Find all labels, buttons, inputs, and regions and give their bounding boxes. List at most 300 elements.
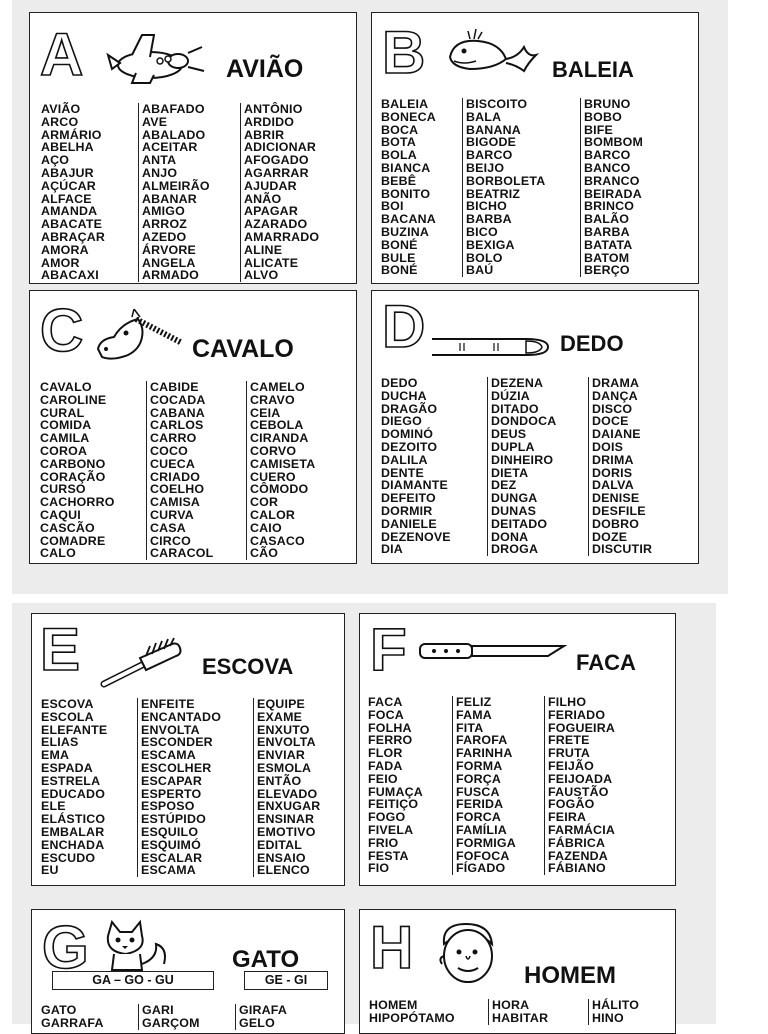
word-list-item: FERIADO bbox=[548, 707, 606, 722]
word-list-item: DORIS bbox=[592, 465, 633, 480]
word-list-item: ARMADO bbox=[142, 268, 199, 283]
big-letter: A bbox=[40, 21, 84, 88]
word-list-item: FITA bbox=[456, 720, 484, 735]
word-column-3 bbox=[580, 98, 643, 277]
whale-icon bbox=[444, 27, 544, 77]
word-list-item: HÁLITO bbox=[592, 998, 640, 1012]
word-list-item: AMIGO bbox=[142, 204, 185, 219]
word-list-item: BICHO bbox=[466, 199, 507, 214]
word-list-item: DEZENOVE bbox=[381, 529, 451, 544]
word-list-item: DIAMANTE bbox=[381, 478, 448, 493]
word-column-1 bbox=[381, 377, 451, 556]
word-list-item: AMARRADO bbox=[244, 229, 320, 244]
word-list-item: DUNGA bbox=[491, 491, 538, 506]
word-list-item: ESCALAR bbox=[141, 850, 203, 865]
word-list-item: DEFEITO bbox=[381, 491, 436, 506]
word-list-item: FAUSTÃO bbox=[548, 784, 609, 799]
word-list-item: ESCAMA bbox=[141, 748, 196, 763]
word-list-item: ACEITAR bbox=[142, 140, 198, 155]
word-list-item: DINHEIRO bbox=[491, 452, 554, 467]
word-list-item: BARCO bbox=[584, 148, 631, 163]
word-list-item: DESFILE bbox=[592, 503, 646, 518]
word-list-item: DEITADO bbox=[491, 516, 548, 531]
word-column-1 bbox=[41, 698, 107, 877]
word-list-item: ENCANTADO bbox=[141, 709, 222, 724]
word-column-2 bbox=[462, 98, 545, 277]
word-list-item: ANGELA bbox=[142, 255, 196, 270]
word-column-2 bbox=[138, 103, 210, 282]
card-title: CAVALO bbox=[192, 335, 294, 363]
word-list-item: ESQUIMÓ bbox=[141, 837, 201, 852]
word-list-item: BOLO bbox=[466, 250, 503, 265]
word-list-item: FOCA bbox=[368, 707, 404, 722]
word-list-item: GARÇOM bbox=[142, 1015, 200, 1030]
word-list-item: DROGA bbox=[491, 542, 539, 557]
word-list-item: DENTE bbox=[381, 465, 424, 480]
word-list-item: COR bbox=[250, 495, 279, 510]
word-list-item: DUPLA bbox=[491, 439, 535, 454]
word-list-item: DOBRO bbox=[592, 516, 640, 531]
word-column-1 bbox=[40, 381, 115, 560]
word-list-item: FAMA bbox=[456, 707, 492, 722]
word-list-item: ESCAMA bbox=[141, 863, 196, 878]
horse-icon bbox=[92, 309, 192, 365]
word-column-2 bbox=[137, 698, 221, 877]
card-letter-e bbox=[31, 613, 345, 886]
airplane-icon bbox=[102, 29, 212, 85]
word-list-item: DONA bbox=[491, 529, 529, 544]
word-list-item: DAIANE bbox=[592, 427, 641, 442]
word-list-item: CUERO bbox=[250, 469, 296, 484]
word-list-item: FAMÍLIA bbox=[456, 822, 507, 837]
word-column-3 bbox=[240, 103, 319, 282]
word-column-3 bbox=[246, 381, 315, 560]
word-list-item: FARINHA bbox=[456, 746, 513, 761]
word-column-3 bbox=[253, 698, 320, 877]
brush-icon bbox=[100, 634, 184, 688]
word-column-3 bbox=[235, 1004, 287, 1030]
word-list-item: FRIO bbox=[368, 835, 399, 850]
word-list-item: ALICATE bbox=[244, 255, 299, 270]
word-list-item: EU bbox=[41, 863, 59, 878]
word-column-1 bbox=[381, 98, 436, 277]
word-list-item: DOMINÓ bbox=[381, 427, 434, 442]
word-list-item: FLOR bbox=[368, 746, 403, 761]
word-list-item: FAZENDA bbox=[548, 848, 608, 863]
card-letter-b bbox=[371, 12, 699, 284]
word-list-item: CASACO bbox=[250, 533, 305, 548]
word-list-item: ENSAIO bbox=[257, 850, 306, 865]
word-list-item: CURAL bbox=[40, 405, 85, 420]
word-list-item: HIPOPÓTAMO bbox=[369, 1010, 455, 1025]
word-list-item: CALO bbox=[40, 546, 76, 561]
word-list-item: ELEFANTE bbox=[41, 722, 108, 737]
word-list-item: BOI bbox=[381, 199, 404, 214]
word-list-item: COELHO bbox=[150, 482, 205, 497]
word-list-item: CEIA bbox=[250, 405, 281, 420]
word-list-item: CRAVO bbox=[250, 392, 295, 407]
card-title: FACA bbox=[576, 650, 636, 675]
word-list-item: FOGUEIRA bbox=[548, 720, 615, 735]
word-list-item: BOBO bbox=[584, 109, 622, 124]
word-list-item: AVIÃO bbox=[41, 102, 81, 116]
word-list-item: BRUNO bbox=[584, 97, 631, 111]
word-list-item: ABAJUR bbox=[41, 165, 94, 180]
word-list-item: DRAMA bbox=[592, 376, 640, 390]
word-list-item: DUNAS bbox=[491, 503, 537, 518]
word-list-item: COMIDA bbox=[40, 418, 92, 433]
word-list-item: BERÇO bbox=[584, 263, 630, 278]
word-list-item: FOGO bbox=[368, 810, 406, 825]
word-list-item: FELIZ bbox=[456, 695, 492, 709]
word-list-item: BOCA bbox=[381, 122, 419, 137]
word-list-item: CABIDE bbox=[150, 380, 199, 394]
word-list-item: ALMEIRÃO bbox=[142, 178, 210, 193]
word-list-item: ESPERTO bbox=[141, 786, 202, 801]
word-list-item: ARCO bbox=[41, 114, 79, 129]
word-list-item: BATOM bbox=[584, 250, 630, 265]
big-letter: G bbox=[42, 914, 89, 981]
word-list-item: FORMIGA bbox=[456, 835, 516, 850]
word-column-1 bbox=[369, 999, 455, 1025]
knife-icon bbox=[418, 638, 568, 664]
word-list-item: CUECA bbox=[150, 456, 196, 471]
word-list-item: ABANAR bbox=[142, 191, 197, 206]
word-list-item: BONÉ bbox=[381, 263, 418, 278]
word-list-item: ENXUGAR bbox=[257, 799, 321, 814]
word-list-item: BALÃO bbox=[584, 212, 630, 227]
cat-icon bbox=[98, 918, 178, 974]
word-list-item: BOMBOM bbox=[584, 135, 644, 150]
big-letter: D bbox=[382, 293, 426, 360]
word-list-item: DOCE bbox=[592, 414, 629, 429]
word-list-item: ABELHA bbox=[41, 140, 94, 155]
word-column-2 bbox=[146, 381, 213, 560]
word-list-item: HINO bbox=[592, 1010, 624, 1025]
card-letter-a bbox=[29, 12, 357, 284]
word-list-item: BICO bbox=[466, 224, 498, 239]
word-column-2 bbox=[487, 377, 556, 556]
word-list-item: CALOR bbox=[250, 507, 296, 522]
word-list-item: ESCOLA bbox=[41, 709, 94, 724]
card-title: DEDO bbox=[560, 331, 624, 356]
card-letter-d bbox=[371, 290, 699, 564]
word-list-item: ENXUTO bbox=[257, 722, 310, 737]
word-list-item: CORAÇÃO bbox=[40, 469, 106, 484]
word-list-item: BIANCA bbox=[381, 160, 431, 175]
finger-icon bbox=[430, 331, 556, 361]
word-list-item: ESCOVA bbox=[41, 697, 94, 711]
card-letter-h bbox=[359, 909, 676, 1034]
word-list-item: FORCA bbox=[456, 810, 502, 825]
word-list-item: COCO bbox=[150, 443, 188, 458]
word-list-item: CÃO bbox=[250, 546, 279, 561]
word-column-3 bbox=[588, 999, 639, 1025]
word-list-item: ENTÃO bbox=[257, 773, 302, 788]
word-list-item: ELENCO bbox=[257, 863, 310, 878]
word-list-item: ESCAPAR bbox=[141, 773, 203, 788]
word-list-item: FEIJÃO bbox=[548, 758, 594, 773]
word-list-item: BORBOLETA bbox=[466, 173, 546, 188]
word-list-item: CABANA bbox=[150, 405, 205, 420]
word-list-item: AMOR bbox=[41, 255, 80, 270]
word-list-item: ELE bbox=[41, 799, 66, 814]
word-column-2 bbox=[138, 1004, 200, 1030]
word-list-item: BARBA bbox=[584, 224, 630, 239]
big-letter: B bbox=[382, 19, 426, 86]
word-list-item: FORÇA bbox=[456, 771, 502, 786]
word-list-item: CURVA bbox=[150, 507, 194, 522]
word-list-item: ANTÔNIO bbox=[244, 102, 303, 116]
word-column-1 bbox=[41, 1004, 104, 1030]
word-list-item: FAROFA bbox=[456, 733, 508, 748]
word-list-item: DIA bbox=[381, 542, 403, 557]
word-list-item: ENVIAR bbox=[257, 748, 306, 763]
word-list-item: EMOTIVO bbox=[257, 824, 316, 839]
word-list-item: CAMISA bbox=[150, 495, 201, 510]
word-list-item: BEIJO bbox=[466, 160, 505, 175]
word-list-item: BAÚ bbox=[466, 263, 494, 278]
word-list-item: CACHORRO bbox=[40, 495, 115, 510]
word-list-item: ESPADA bbox=[41, 760, 93, 775]
word-list-item: ABALADO bbox=[142, 127, 206, 142]
word-list-item: DALVA bbox=[592, 478, 634, 493]
word-list-item: BARCO bbox=[466, 148, 513, 163]
word-list-item: DISCO bbox=[592, 401, 633, 416]
word-list-item: BOTA bbox=[381, 135, 416, 150]
word-list-item: CURSO bbox=[40, 482, 86, 497]
word-list-item: CÔMODO bbox=[250, 482, 309, 497]
word-list-item: EMA bbox=[41, 748, 70, 763]
word-list-item: ABRAÇAR bbox=[41, 229, 106, 244]
word-list-item: EDUCADO bbox=[41, 786, 106, 801]
word-list-item: AGARRAR bbox=[244, 165, 309, 180]
word-list-item: DALILA bbox=[381, 452, 428, 467]
word-list-item: ADICIONAR bbox=[244, 140, 317, 155]
word-list-item: COCADA bbox=[150, 392, 206, 407]
word-list-item: FUSCA bbox=[456, 784, 500, 799]
word-list-item: BALA bbox=[466, 109, 502, 124]
word-column-1 bbox=[368, 696, 423, 875]
word-list-item: DUCHA bbox=[381, 388, 427, 403]
word-list-item: EMBALAR bbox=[41, 824, 105, 839]
card-letter-f bbox=[359, 613, 676, 886]
word-list-item: ARROZ bbox=[142, 217, 188, 232]
word-list-item: ARDIDO bbox=[244, 114, 295, 129]
word-list-item: ESPOSO bbox=[141, 799, 195, 814]
card-letter-g bbox=[31, 909, 345, 1034]
word-list-item: BEXIGA bbox=[466, 237, 515, 252]
word-list-item: DÚZIA bbox=[491, 388, 530, 403]
word-list-item: CASCÃO bbox=[40, 520, 95, 535]
word-list-item: DIEGO bbox=[381, 414, 422, 429]
card-title: ESCOVA bbox=[202, 654, 294, 679]
word-list-item: FÁBRICA bbox=[548, 835, 606, 850]
word-list-item: CARLOS bbox=[150, 418, 204, 433]
word-list-item: FIO bbox=[368, 861, 390, 876]
word-list-item: AMANDA bbox=[41, 204, 98, 219]
word-list-item: ENCHADA bbox=[41, 837, 105, 852]
word-list-item: ELIAS bbox=[41, 735, 79, 750]
word-list-item: EXAME bbox=[257, 709, 303, 724]
card-title: BALEIA bbox=[552, 57, 634, 82]
word-list-item: DEUS bbox=[491, 427, 527, 442]
word-list-item: BOLA bbox=[381, 148, 417, 163]
word-list-item: FOLHA bbox=[368, 720, 412, 735]
word-list-item: BONITO bbox=[381, 186, 431, 201]
word-list-item: BISCOITO bbox=[466, 97, 528, 111]
word-list-item: ENVOLTA bbox=[257, 735, 316, 750]
word-list-item: FILHO bbox=[548, 695, 587, 709]
word-list-item: EQUIPE bbox=[257, 697, 306, 711]
word-list-item: BIGODE bbox=[466, 135, 517, 150]
word-list-item: ELÁSTICO bbox=[41, 812, 106, 827]
word-list-item: AFOGADO bbox=[244, 153, 309, 168]
word-list-item: DANÇA bbox=[592, 388, 638, 403]
big-letter: H bbox=[370, 914, 414, 981]
word-list-item: BEATRIZ bbox=[466, 186, 521, 201]
word-list-item: ENFEITE bbox=[141, 697, 195, 711]
word-list-item: FERIDA bbox=[456, 797, 504, 812]
word-column-3 bbox=[544, 696, 615, 875]
word-list-item: HABITAR bbox=[492, 1010, 549, 1025]
word-list-item: CIRANDA bbox=[250, 431, 309, 446]
word-list-item: ESCUDO bbox=[41, 850, 96, 865]
word-list-item: HOMEM bbox=[369, 998, 418, 1012]
word-list-item: BATATA bbox=[584, 237, 633, 252]
word-list-item: ABAFADO bbox=[142, 102, 205, 116]
word-list-item: ESMOLA bbox=[257, 760, 312, 775]
word-list-item: FÍGADO bbox=[456, 861, 506, 876]
word-list-item: FEIJOADA bbox=[548, 771, 613, 786]
word-list-item: FOFOCA bbox=[456, 848, 510, 863]
word-list-item: BEBÊ bbox=[381, 173, 417, 188]
word-list-item: CAMELO bbox=[250, 380, 305, 394]
card-title: GATO bbox=[232, 946, 300, 973]
word-list-item: AZEDO bbox=[142, 229, 187, 244]
word-list-item: ENSINAR bbox=[257, 812, 315, 827]
card-title: HOMEM bbox=[524, 962, 616, 989]
word-list-item: CAIO bbox=[250, 520, 282, 535]
word-list-item: DRAGÃO bbox=[381, 401, 438, 416]
word-list-item: GARI bbox=[142, 1003, 174, 1017]
word-list-item: COROA bbox=[40, 443, 88, 458]
word-list-item: AMORA bbox=[41, 242, 89, 257]
word-list-item: DORMIR bbox=[381, 503, 433, 518]
word-list-item: ESQUILO bbox=[141, 824, 199, 839]
word-list-item: ESTÚPIDO bbox=[141, 812, 206, 827]
card-title: AVIÃO bbox=[226, 55, 304, 83]
big-letter: F bbox=[370, 616, 407, 683]
word-list-item: FRUTA bbox=[548, 746, 591, 761]
word-list-item: AJUDAR bbox=[244, 178, 297, 193]
word-list-item: FACA bbox=[368, 695, 403, 709]
word-list-item: BEIRADA bbox=[584, 186, 642, 201]
word-list-item: CAQUI bbox=[40, 507, 81, 522]
word-list-item: ÁRVORE bbox=[142, 242, 196, 257]
word-list-item: FADA bbox=[368, 758, 403, 773]
word-list-item: CAMILA bbox=[40, 431, 90, 446]
word-list-item: CAROLINE bbox=[40, 392, 107, 407]
word-list-item: ELEVADO bbox=[257, 786, 318, 801]
word-list-item: GELO bbox=[239, 1015, 275, 1030]
word-list-item: CORVO bbox=[250, 443, 297, 458]
word-list-item: DENISE bbox=[592, 491, 640, 506]
word-list-item: DISCUTIR bbox=[592, 542, 653, 557]
big-letter: E bbox=[40, 616, 81, 683]
word-list-item: FEIO bbox=[368, 771, 398, 786]
word-list-item: BULE bbox=[381, 250, 416, 265]
word-list-item: ALINE bbox=[244, 242, 283, 257]
word-column-3 bbox=[588, 377, 652, 556]
syllables-hard-g: GA – GO - GU bbox=[52, 971, 214, 990]
word-list-item: CAVALO bbox=[40, 380, 92, 394]
word-list-item: BRANCO bbox=[584, 173, 640, 188]
word-list-item: BIFE bbox=[584, 122, 614, 137]
word-list-item: ENVOLTA bbox=[141, 722, 200, 737]
word-list-item: AZARADO bbox=[244, 217, 308, 232]
word-list-item: FIVELA bbox=[368, 822, 414, 837]
word-list-item: DIETA bbox=[491, 465, 529, 480]
word-list-item: ESCONDER bbox=[141, 735, 213, 750]
syllables-soft-g: GE - GI bbox=[244, 971, 328, 990]
word-list-item: BRINCO bbox=[584, 199, 635, 214]
word-list-item: AÇÚCAR bbox=[41, 178, 96, 193]
word-list-item: ANJO bbox=[142, 165, 178, 180]
word-list-item: EDITAL bbox=[257, 837, 303, 852]
word-list-item: ABRIR bbox=[244, 127, 285, 142]
word-list-item: ABACAXI bbox=[41, 268, 99, 283]
word-list-item: FEITIÇO bbox=[368, 797, 419, 812]
word-list-item: AÇO bbox=[41, 153, 70, 168]
word-list-item: COMADRE bbox=[40, 533, 106, 548]
word-list-item: ALFACE bbox=[41, 191, 92, 206]
word-list-item: DOIS bbox=[592, 439, 624, 454]
big-letter: C bbox=[40, 297, 84, 364]
word-list-item: CARRO bbox=[150, 431, 197, 446]
word-list-item: CRIADO bbox=[150, 469, 201, 484]
word-list-item: GARRAFA bbox=[41, 1015, 104, 1030]
word-list-item: FORMA bbox=[456, 758, 503, 773]
word-list-item: DEZOITO bbox=[381, 439, 438, 454]
word-list-item: BANCO bbox=[584, 160, 631, 175]
word-list-item: FARMÁCIA bbox=[548, 822, 615, 837]
word-list-item: BARBA bbox=[466, 212, 512, 227]
word-list-item: BACANA bbox=[381, 212, 436, 227]
word-list-item: CASA bbox=[150, 520, 186, 535]
man-face-icon bbox=[432, 918, 508, 988]
word-list-item: CAMISETA bbox=[250, 456, 316, 471]
word-list-item: ANÃO bbox=[244, 191, 282, 206]
word-list-item: CARACOL bbox=[150, 546, 214, 561]
word-list-item: FOGÃO bbox=[548, 797, 595, 812]
word-list-item: ESTRELA bbox=[41, 773, 101, 788]
word-list-item: CARBONO bbox=[40, 456, 106, 471]
word-list-item: HORA bbox=[492, 998, 530, 1012]
word-list-item: BALEIA bbox=[381, 97, 429, 111]
word-list-item: CEBOLA bbox=[250, 418, 304, 433]
word-list-item: ESCOLHER bbox=[141, 760, 212, 775]
word-list-item: FRETE bbox=[548, 733, 590, 748]
word-list-item: DONDOCA bbox=[491, 414, 557, 429]
word-list-item: FEIRA bbox=[548, 810, 587, 825]
word-list-item: FERRO bbox=[368, 733, 413, 748]
word-list-item: DOZE bbox=[592, 529, 628, 544]
word-list-item: ABACATE bbox=[41, 217, 103, 232]
word-list-item: ALVO bbox=[244, 268, 279, 283]
word-list-item: FUMAÇA bbox=[368, 784, 423, 799]
word-column-2 bbox=[488, 999, 548, 1025]
